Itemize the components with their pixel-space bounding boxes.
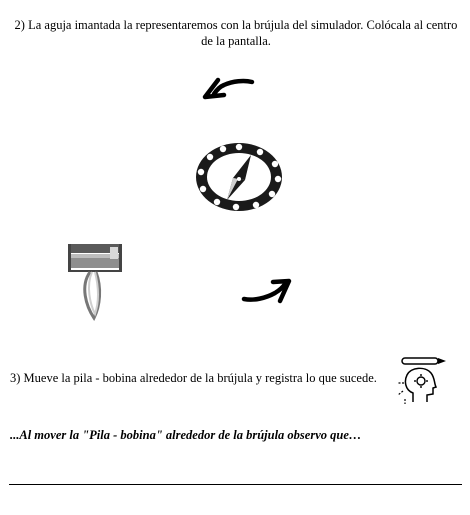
observation-prompt: ...Al mover la "Pila - bobina" alrededor de la brújula observo que…: [10, 428, 362, 442]
curved-arrow-left-icon: [200, 68, 256, 102]
answer-line[interactable]: [9, 484, 462, 485]
curved-arrow-right-icon: [240, 278, 296, 310]
compass-icon[interactable]: [193, 140, 285, 214]
step-3-instruction: 3) Mueve la pila - bobina alrededor de la brújula y registra lo que sucede.: [10, 371, 377, 385]
head-gear-pencil-icon: [397, 355, 449, 405]
step-2-instruction: 2) La aguja imantada la representaremos con la brújula del simulador. Colócala al centro de la pantalla.: [14, 18, 458, 48]
battery-coil-icon[interactable]: [66, 240, 126, 324]
